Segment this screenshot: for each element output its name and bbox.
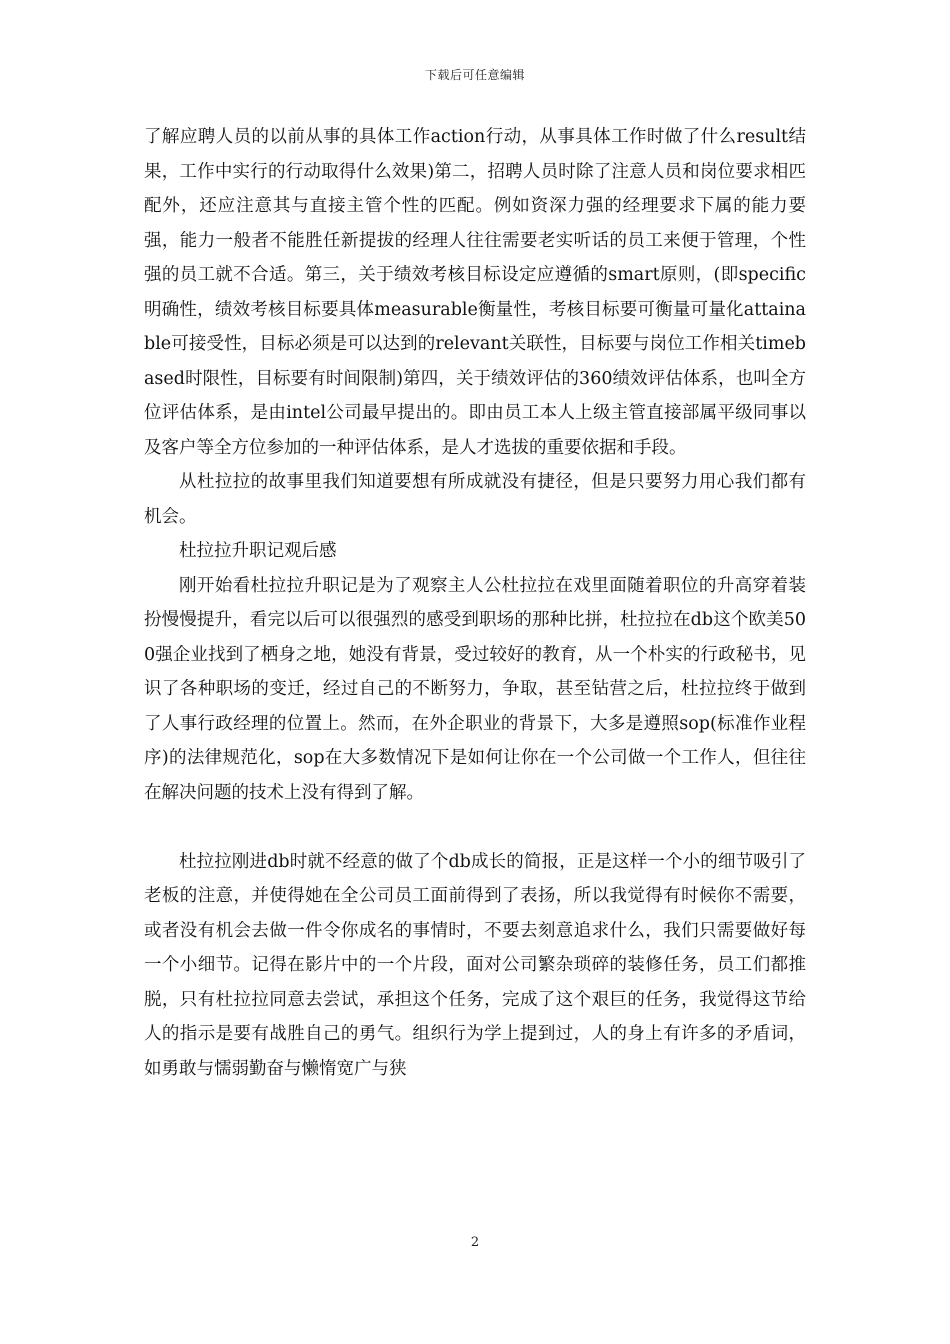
page-number: 2 [470,1235,480,1250]
document-body [144,120,806,1086]
paragraph-details: 杜拉拉刚进db时就不经意的做了个db成长的简报，正是这样一个小的细节吸引了老板的注意，并使得她在全公司员工面前得到了表扬，所以我觉得有时候你不需要，或者没有机会去做一件令你成名的事情时，不要去刻意追求什么，我们只需要做好每一个小细节。记得在影片中的一个片段，面对公司繁杂琐碎的装修任务，员工们都推脱，只有杜拉拉同意去尝试，承担这个任务，完成了这个艰巨的任务，我觉得这节给人的指示是要有战胜自己的勇气。组织行为学上提到过，人的身上有许多的矛盾词，如勇敢与懦弱勤奋与懒惰宽广与狭 [144,851,806,1079]
section-title: 杜拉拉升职记观后感 [179,541,337,561]
paragraph-conclusion: 从杜拉拉的故事里我们知道要想有所成就没有捷径，但是只要努力用心我们都有机会。 [144,472,806,527]
paragraph-continuation: 了解应聘人员的以前从事的具体工作action行动，从事具体工作时做了什么result结果，工作中实行的行动取得什么效果)第二，招聘人员时除了注意人员和岗位要求相匹配外，还应注意其与直接主管个性的匹配。例如资深力强的经理要求下属的能力要强，能力一般者不能胜任新提拔的经理人往往需要老实听话的员工来便于管理，个性强的员工就不合适。第三，关于绩效考核目标设定应遵循的smart原则，(即specific明确性，绩效考核目标要具体measurable衡量性，考核目标要可衡量可量化attainable可接受性，目标必须是可以达到的relevant关联性，目标要与岗位工作相关timebased时限性，目标要有时间限制)第四，关于绩效评估的360绩效评估体系，也叫全方位评估体系，是由intel公司最早提出的。即由员工本人上级主管直接部属平级同事以及客户等全方位参加的一种评估体系，是人才选拔的重要依据和手段。 [144,127,806,458]
page-header: 下载后可任意编辑 [424,68,525,82]
paragraph-spacer [144,810,806,845]
paragraph-intro: 刚开始看杜拉拉升职记是为了观察主人公杜拉拉在戏里面随着职位的升高穿着装扮慢慢提升，看完以后可以很强烈的感受到职场的那种比拼，杜拉拉在db这个欧美500强企业找到了栖身之地，她没有背景，受过较好的教育，从一个朴实的行政秘书，见识了各种职场的变迁，经过自己的不断努力，争取，甚至钻营之后，杜拉拉终于做到了人事行政经理的位置上。然而，在外企职业的背景下，大多是遵照sop(标准作业程序)的法律规范化，sop在大多数情况下是如何让你在一个公司做一个工作人，但往往在解决问题的技术上没有得到了解。 [144,575,806,803]
